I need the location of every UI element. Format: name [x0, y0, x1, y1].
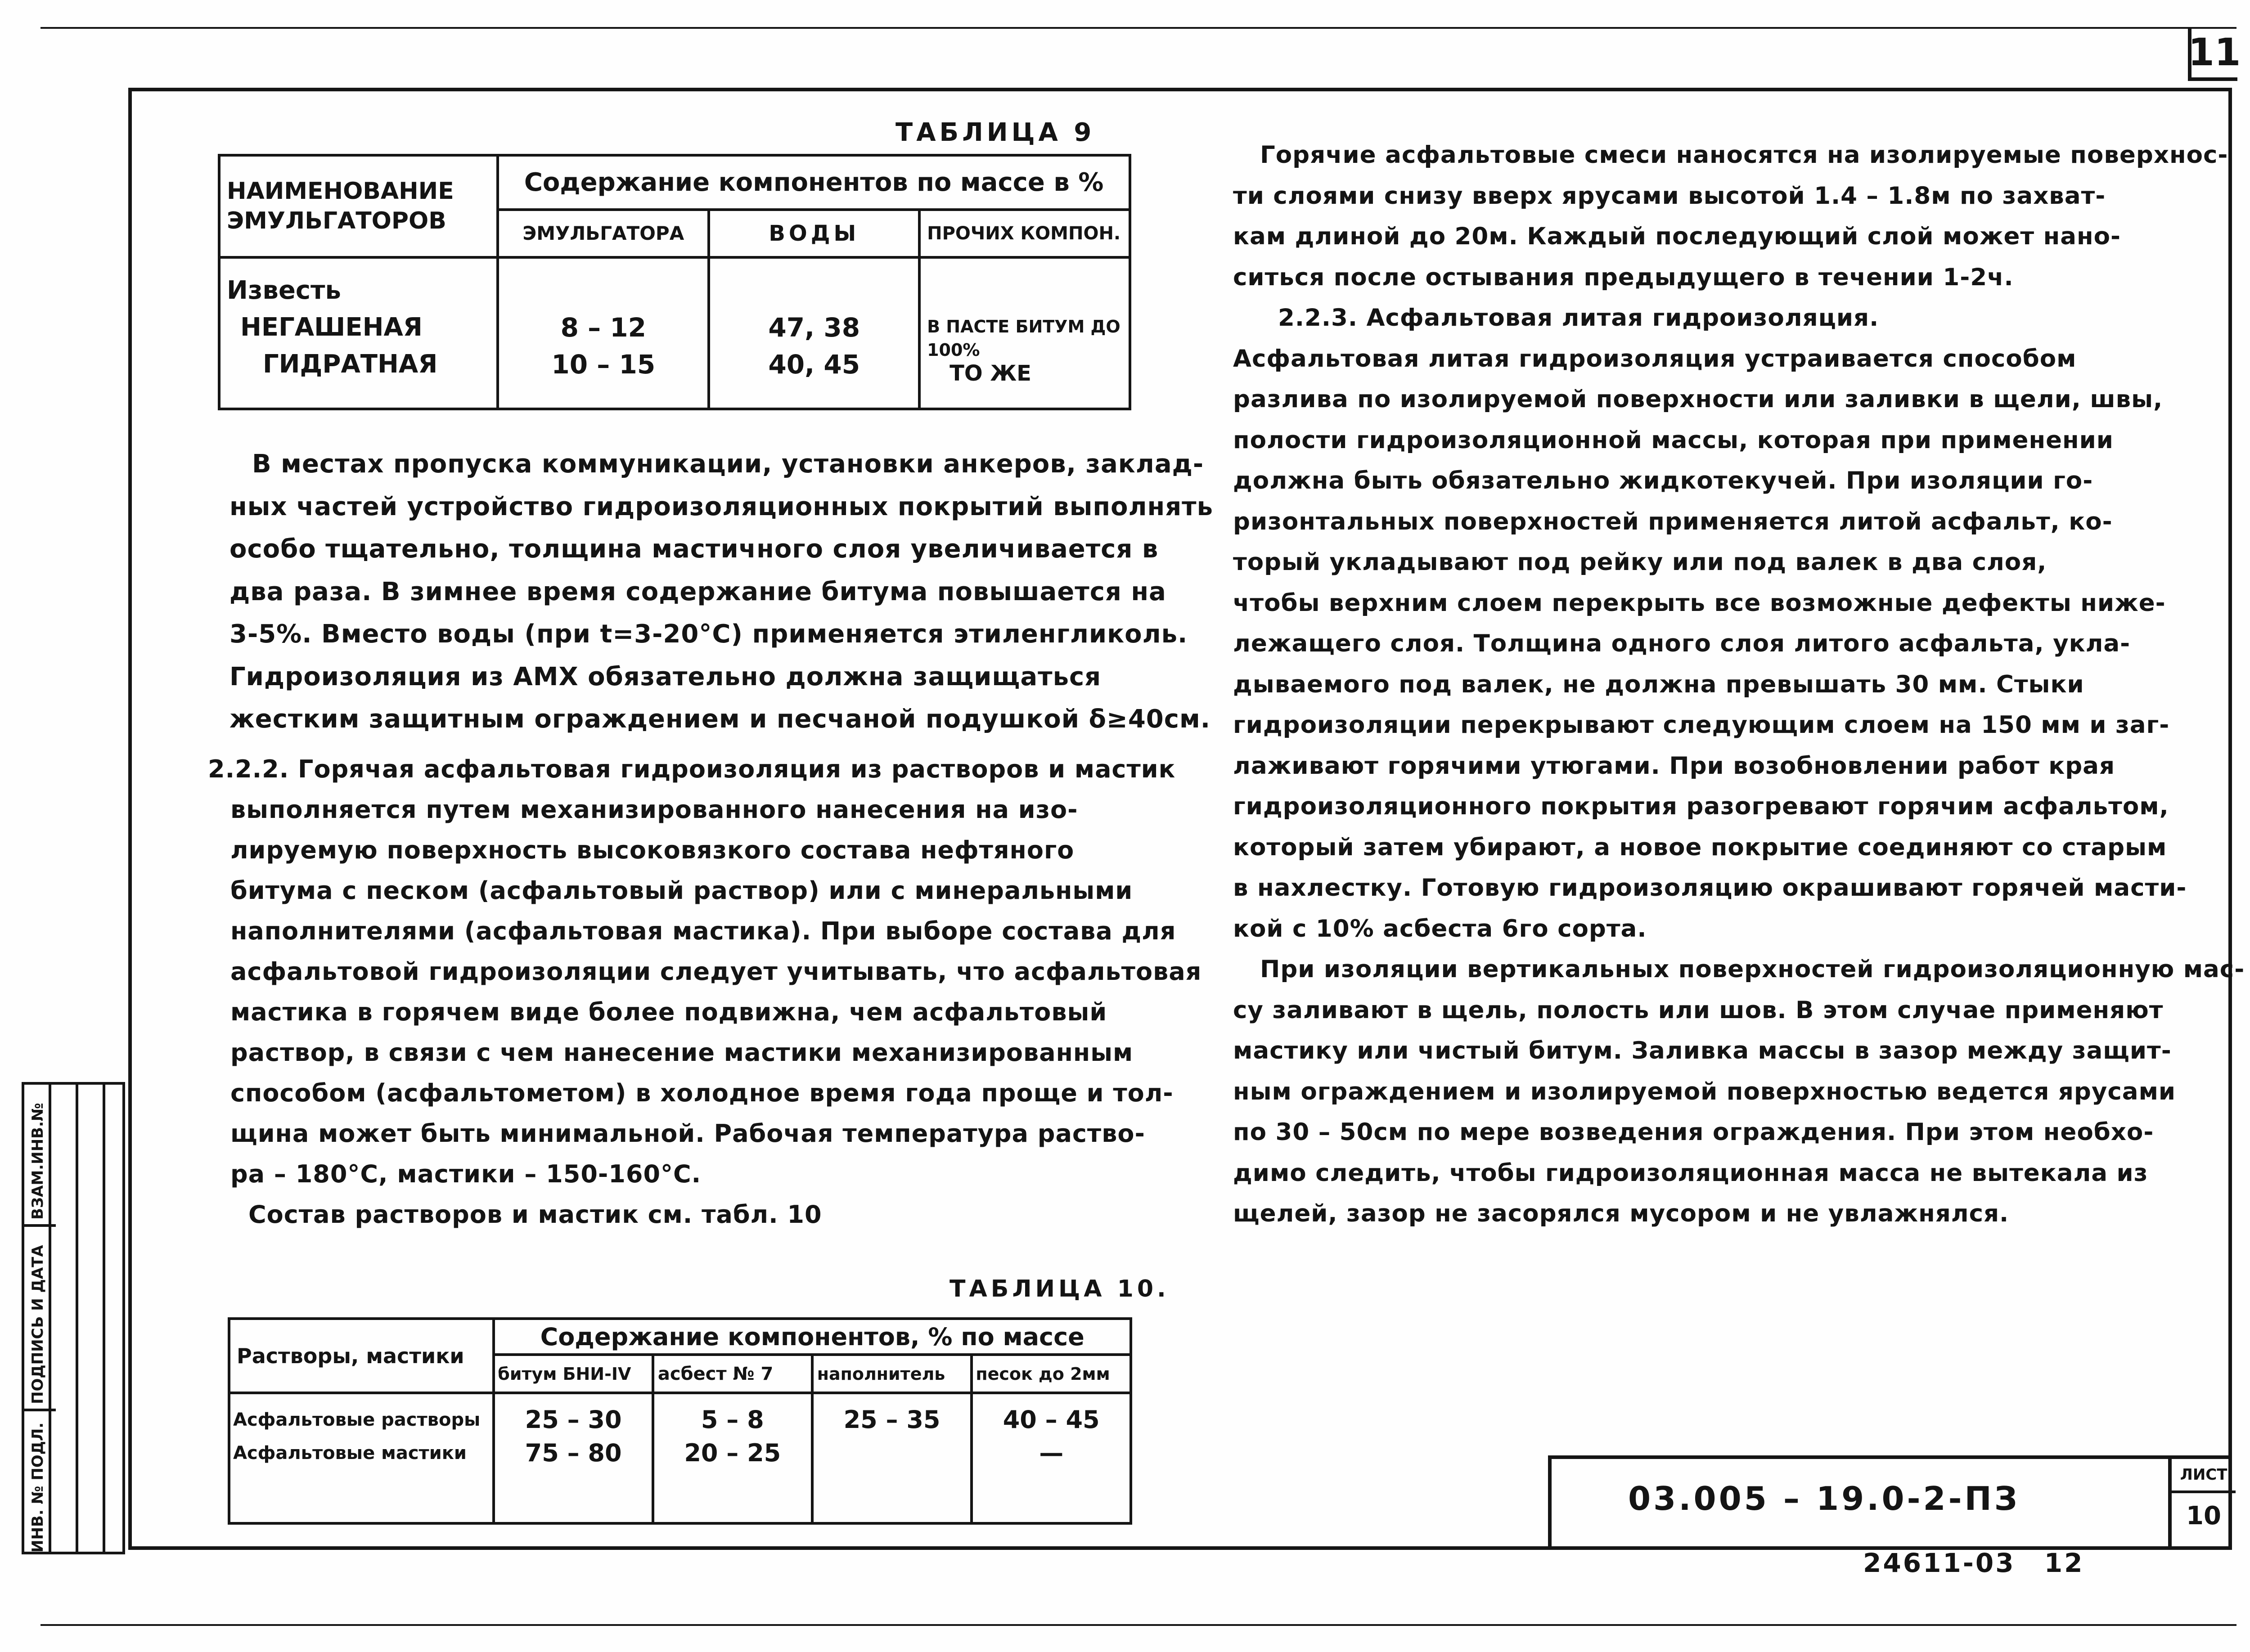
- outer-bottom-line: [40, 1624, 2236, 1626]
- text-line: мастика в горячем виде более подвижна, чем асфальтовый: [230, 998, 1107, 1026]
- list-box: [2168, 1459, 2236, 1550]
- table10-subheader: асбест № 7: [653, 1355, 812, 1393]
- outer-top-line: [40, 27, 2236, 29]
- text-line: Гидроизоляция из АМХ обязательно должна защищаться: [230, 662, 1102, 691]
- text-line: гидроизоляции перекрывают следующим слоем на 150 мм и заг-: [1233, 711, 2170, 739]
- table-row: [494, 1393, 653, 1523]
- text-line: 2.2.3. Асфальтовая литая гидроизоляция.: [1278, 304, 1879, 332]
- table10-cell-filler: 25 – 35: [843, 1405, 940, 1434]
- text-line: битума с песком (асфальтовый раствор) или с минеральными: [230, 876, 1133, 905]
- text-line: кой с 10% асбеста 6го сорта.: [1233, 915, 1647, 943]
- side-stamp-divider: [24, 1409, 56, 1411]
- text-line: лежащего слоя. Толщина одного слоя литого асфальта, укла-: [1233, 630, 2131, 657]
- text-line: чтобы верхним слоем перекрыть все возможные дефекты ниже-: [1233, 589, 2166, 617]
- table9-name-header-line: ЭМУЛЬГАТОРОВ: [227, 207, 446, 235]
- text-line: При изоляции вертикальных поверхностей гидроизоляционную мас-: [1260, 956, 2245, 983]
- text-line: наполнителями (асфальтовая мастика). При выборе состава для: [230, 917, 1176, 945]
- right-paragraph: [1233, 135, 2245, 1235]
- side-label-replace: ВЗАМ.ИНВ.№: [29, 1103, 47, 1220]
- list-number: 10: [2186, 1501, 2221, 1531]
- table10-cell-bitumen: 75 – 80: [525, 1439, 622, 1467]
- text-line: су заливают в щель, полость или шов. В этом случае применяют: [1233, 996, 2164, 1024]
- left-paragraph-2: [208, 749, 1202, 1235]
- table-row: [498, 257, 709, 409]
- table9-subheader: ЭМУЛЬГАТОРА: [498, 210, 709, 257]
- table10-cell-asbestos: 20 – 25: [684, 1439, 781, 1467]
- text-line: лаживают горячими утюгами. При возобновлении работ края: [1233, 752, 2115, 780]
- table-row: [919, 257, 1130, 409]
- text-line: щина может быть минимальной. Рабочая температура раство-: [230, 1119, 1145, 1148]
- side-stamp-divider: [24, 1224, 56, 1227]
- table10-name-header: Растворы, мастики: [229, 1319, 494, 1393]
- table-row: [653, 1393, 812, 1523]
- table9-subheader: ПРОЧИХ КОМПОН.: [919, 210, 1130, 257]
- text-line: жестким защитным ограждением и песчаной подушкой δ≥40см.: [230, 705, 1211, 734]
- table10-cell-asbestos: 5 – 8: [701, 1405, 764, 1434]
- text-line: ра – 180°С, мастики – 150-160°С.: [230, 1160, 702, 1188]
- inventory-code: 24611-03: [1863, 1548, 2016, 1578]
- table10-caption: ТАБЛИЦА 10.: [950, 1275, 1170, 1302]
- table9-group-header: Содержание компонентов по массе в %: [498, 155, 1130, 210]
- text-line: гидроизоляционного покрытия разогревают горячим асфальтом,: [1233, 793, 2169, 820]
- text-line: кам длиной до 20м. Каждый последующий слой может нано-: [1233, 223, 2121, 250]
- text-line: ных частей устройство гидроизоляционных покрытий выполнять: [230, 492, 1214, 521]
- text-line: ти слоями снизу вверх ярусами высотой 1.4 – 1.8м по захват-: [1233, 182, 2106, 210]
- table10-row-name: Асфальтовые мастики: [233, 1443, 467, 1463]
- title-block: [1548, 1455, 2232, 1550]
- text-line: выполняется путем механизированного нанесения на изо-: [230, 795, 1078, 824]
- table-row: [812, 1393, 972, 1523]
- text-line: способом (асфальтометом) в холодное время года проще и тол-: [230, 1079, 1174, 1107]
- text-line: В местах пропуска коммуникации, установки анкеров, заклад-: [252, 449, 1204, 479]
- text-line: димо следить, чтобы гидроизоляционная масса не вытекала из: [1233, 1159, 2148, 1187]
- inventory-number: [1863, 1548, 2084, 1578]
- table9-row-name: НЕГАШЕНАЯ: [240, 312, 423, 342]
- text-line: 2.2.2. Горячая асфальтовая гидроизоляция из растворов и мастик: [208, 755, 1176, 783]
- text-line: раствор, в связи с чем нанесение мастики механизированным: [230, 1038, 1134, 1067]
- text-line: должна быть обязательно жидкотекучей. При изоляции го-: [1233, 467, 2093, 494]
- table9-cell-water: 47, 38: [768, 312, 860, 343]
- table9-cell-other: В ПАСТЕ БИТУМ ДО 100%: [927, 316, 1120, 360]
- text-line: особо тщательно, толщина мастичного слоя увеличивается в: [230, 534, 1159, 564]
- text-line: щелей, зазор не засорялся мусором и не увлажнялся.: [1233, 1200, 2009, 1227]
- table9-cell-water: 40, 45: [768, 349, 860, 380]
- table-row: [229, 1393, 494, 1523]
- table9-name-header-line: НАИМЕНОВАНИЕ: [227, 178, 454, 205]
- text-line: ным ограждением и изолируемой поверхностью ведется ярусами: [1233, 1077, 2176, 1105]
- table9-row-name: ГИДРАТНАЯ: [263, 349, 438, 379]
- side-stamp: [22, 1082, 125, 1554]
- document-code: 03.005 – 19.0-2-ПЗ: [1628, 1480, 2020, 1517]
- text-line: мастику или чистый битум. Заливка массы в зазор между защит-: [1233, 1037, 2172, 1064]
- text-line: ризонтальных поверхностей применяется литой асфальт, ко-: [1233, 507, 2113, 535]
- table10-row-name: Асфальтовые растворы: [233, 1410, 481, 1430]
- text-line: Асфальтовая литая гидроизоляция устраивается способом: [1233, 345, 2077, 373]
- table10-group-header: Содержание компонентов, % по массе: [494, 1319, 1131, 1355]
- table10: [228, 1317, 1132, 1525]
- table10-cell-sand: 40 – 45: [1003, 1405, 1100, 1434]
- top-sheet-number: 11: [2188, 27, 2237, 81]
- table10-subheader: битум БНИ-IV: [494, 1355, 653, 1393]
- text-line: два раза. В зимнее время содержание битума повышается на: [230, 577, 1166, 606]
- text-line: который затем убирают, а новое покрытие соединяют со старым: [1233, 833, 2167, 861]
- left-paragraph-1: [230, 443, 1213, 741]
- table9-cell-other: ТО ЖЕ: [950, 360, 1031, 386]
- side-label-signature: ПОДПИСЬ И ДАТА: [29, 1245, 47, 1404]
- table9-name-header: [219, 155, 498, 257]
- table10-subheader: наполнитель: [812, 1355, 972, 1393]
- text-line: ситься после остывания предыдущего в течении 1-2ч.: [1233, 263, 2014, 291]
- text-line: лируемую поверхность высоковязкого состава нефтяного: [230, 836, 1075, 864]
- table9-cell-emulsifier: 8 – 12: [560, 312, 647, 343]
- side-label-original: ИНВ. № ПОДЛ.: [29, 1422, 47, 1553]
- table9-caption: ТАБЛИЦА 9: [896, 118, 1095, 147]
- table-row: [972, 1393, 1131, 1523]
- table-row: [709, 257, 919, 409]
- side-stamp-column: [78, 1085, 105, 1552]
- text-line: полости гидроизоляционной массы, которая при применении: [1233, 426, 2114, 454]
- table-row: [219, 257, 498, 409]
- text-line: в нахлестку. Готовую гидроизоляцию окрашивают горячей масти-: [1233, 874, 2187, 902]
- text-line: торый укладывают под рейку или под валек в два слоя,: [1233, 548, 2047, 576]
- table9: [218, 154, 1131, 410]
- list-label: ЛИСТ: [2172, 1459, 2236, 1493]
- table9-cell-emulsifier: 10 – 15: [551, 349, 656, 380]
- table9-subheader: ВОДЫ: [709, 210, 919, 257]
- page-number: 12: [2044, 1548, 2084, 1578]
- table10-subheader: песок до 2мм: [972, 1355, 1131, 1393]
- table10-cell-sand: —: [1039, 1439, 1064, 1467]
- text-line: разлива по изолируемой поверхности или заливки в щели, швы,: [1233, 386, 2163, 413]
- text-line: по 30 – 50см по мере возведения ограждения. При этом необхо-: [1233, 1118, 2154, 1146]
- table10-cell-bitumen: 25 – 30: [525, 1405, 622, 1434]
- text-line: Состав растворов и мастик см. табл. 10: [248, 1200, 822, 1229]
- text-line: асфальтовой гидроизоляции следует учитывать, что асфальтовая: [230, 957, 1202, 986]
- side-stamp-column: [51, 1085, 78, 1552]
- text-line: Горячие асфальтовые смеси наносятся на изолируемые поверхнос-: [1260, 141, 2228, 169]
- text-line: дываемого под валек, не должна превышать 30 мм. Стыки: [1233, 670, 2084, 698]
- text-line: 3-5%. Вместо воды (при t=3-20°С) применяется этиленгликоль.: [230, 620, 1188, 649]
- table9-row-name: Известь: [227, 275, 341, 305]
